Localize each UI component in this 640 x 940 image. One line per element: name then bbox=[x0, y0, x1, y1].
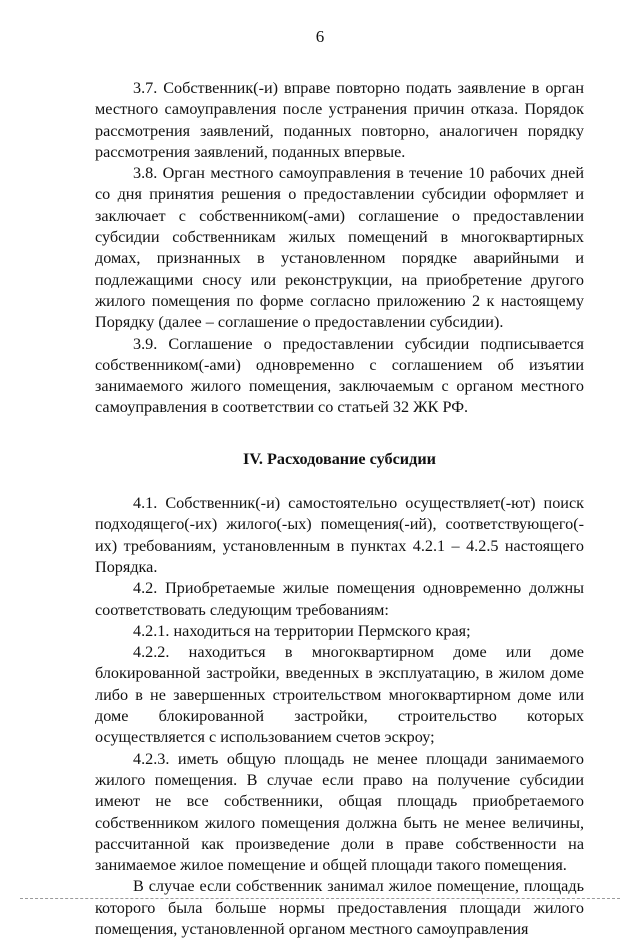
paragraph-continuation: В случае если собственник занимал жилое помещение, площадь которого была больше нормы предоставления площади жилого помещения, установленной органом местного самоуправления bbox=[95, 877, 584, 938]
section-heading: IV. Расходование субсидии bbox=[243, 449, 436, 468]
paragraph-3-7: 3.7. Собственник(-и) вправе повторно подать заявление в орган местного самоуправления после устранения причин отказа. Порядок рассмотрения заявлений, поданных повторно, аналогичен порядку рассмотрения заявлений, поданных впервые. bbox=[95, 79, 584, 161]
paragraph-3-8: 3.8. Орган местного самоуправления в течение 10 рабочих дней со дня принятия решения о предоставлении субсидии оформляет и заключает с собственником(-ами) соглашение о предоставлении субсидии собственникам жилых помещений в многоквартирных домах, признанных в установленном порядке аварийными и подлежащими сносу или реконструкции, на приобретение другого жилого помещения по форме согласно приложению 2 к настоящему Порядку (далее – соглашение о предоставлении субсидии). bbox=[95, 164, 584, 332]
document-body bbox=[95, 78, 584, 940]
paragraph-4-2-1: 4.2.1. находиться на территории Пермского края; bbox=[133, 621, 471, 640]
page-bottom-divider bbox=[20, 898, 620, 899]
paragraph-4-2-2: 4.2.2. находиться в многоквартирном доме или доме блокированной застройки, введенных в эксплуатацию, в жилом доме либо в не завершенных строительством многоквартирном доме или доме блокированной застройки, строительство которых осуществляется с использованием счетов эскроу; bbox=[95, 643, 584, 747]
paragraph-4-1: 4.1. Собственник(-и) самостоятельно осуществляет(-ют) поиск подходящего(-их) жилого(-ых) помещения(-ий), соответствующего(-их) требованиям, установленным в пунктах 4.2.1 – 4.2.5 настоящего Порядка. bbox=[95, 494, 584, 576]
paragraph-3-9: 3.9. Соглашение о предоставлении субсидии подписывается собственником(-ами) одновременно с соглашением об изъятии занимаемого жилого помещения, заключаемым с органом местного самоуправления в соответствии со статьей 32 ЖК РФ. bbox=[95, 334, 584, 417]
paragraph-4-2-3: 4.2.3. иметь общую площадь не менее площади занимаемого жилого помещения. В случае если право на получение субсидии имеют не все собственники, общая площадь приобретаемого собственником жилого помещения должна быть не менее величины, рассчитанной как произведение доли в праве собственности на занимаемое жилое помещение и общей площади такого помещения. bbox=[95, 749, 584, 875]
paragraph-4-2: 4.2. Приобретаемые жилые помещения одновременно должны соответствовать следующим требованиям: bbox=[95, 579, 584, 619]
page-number: 6 bbox=[315, 27, 325, 46]
